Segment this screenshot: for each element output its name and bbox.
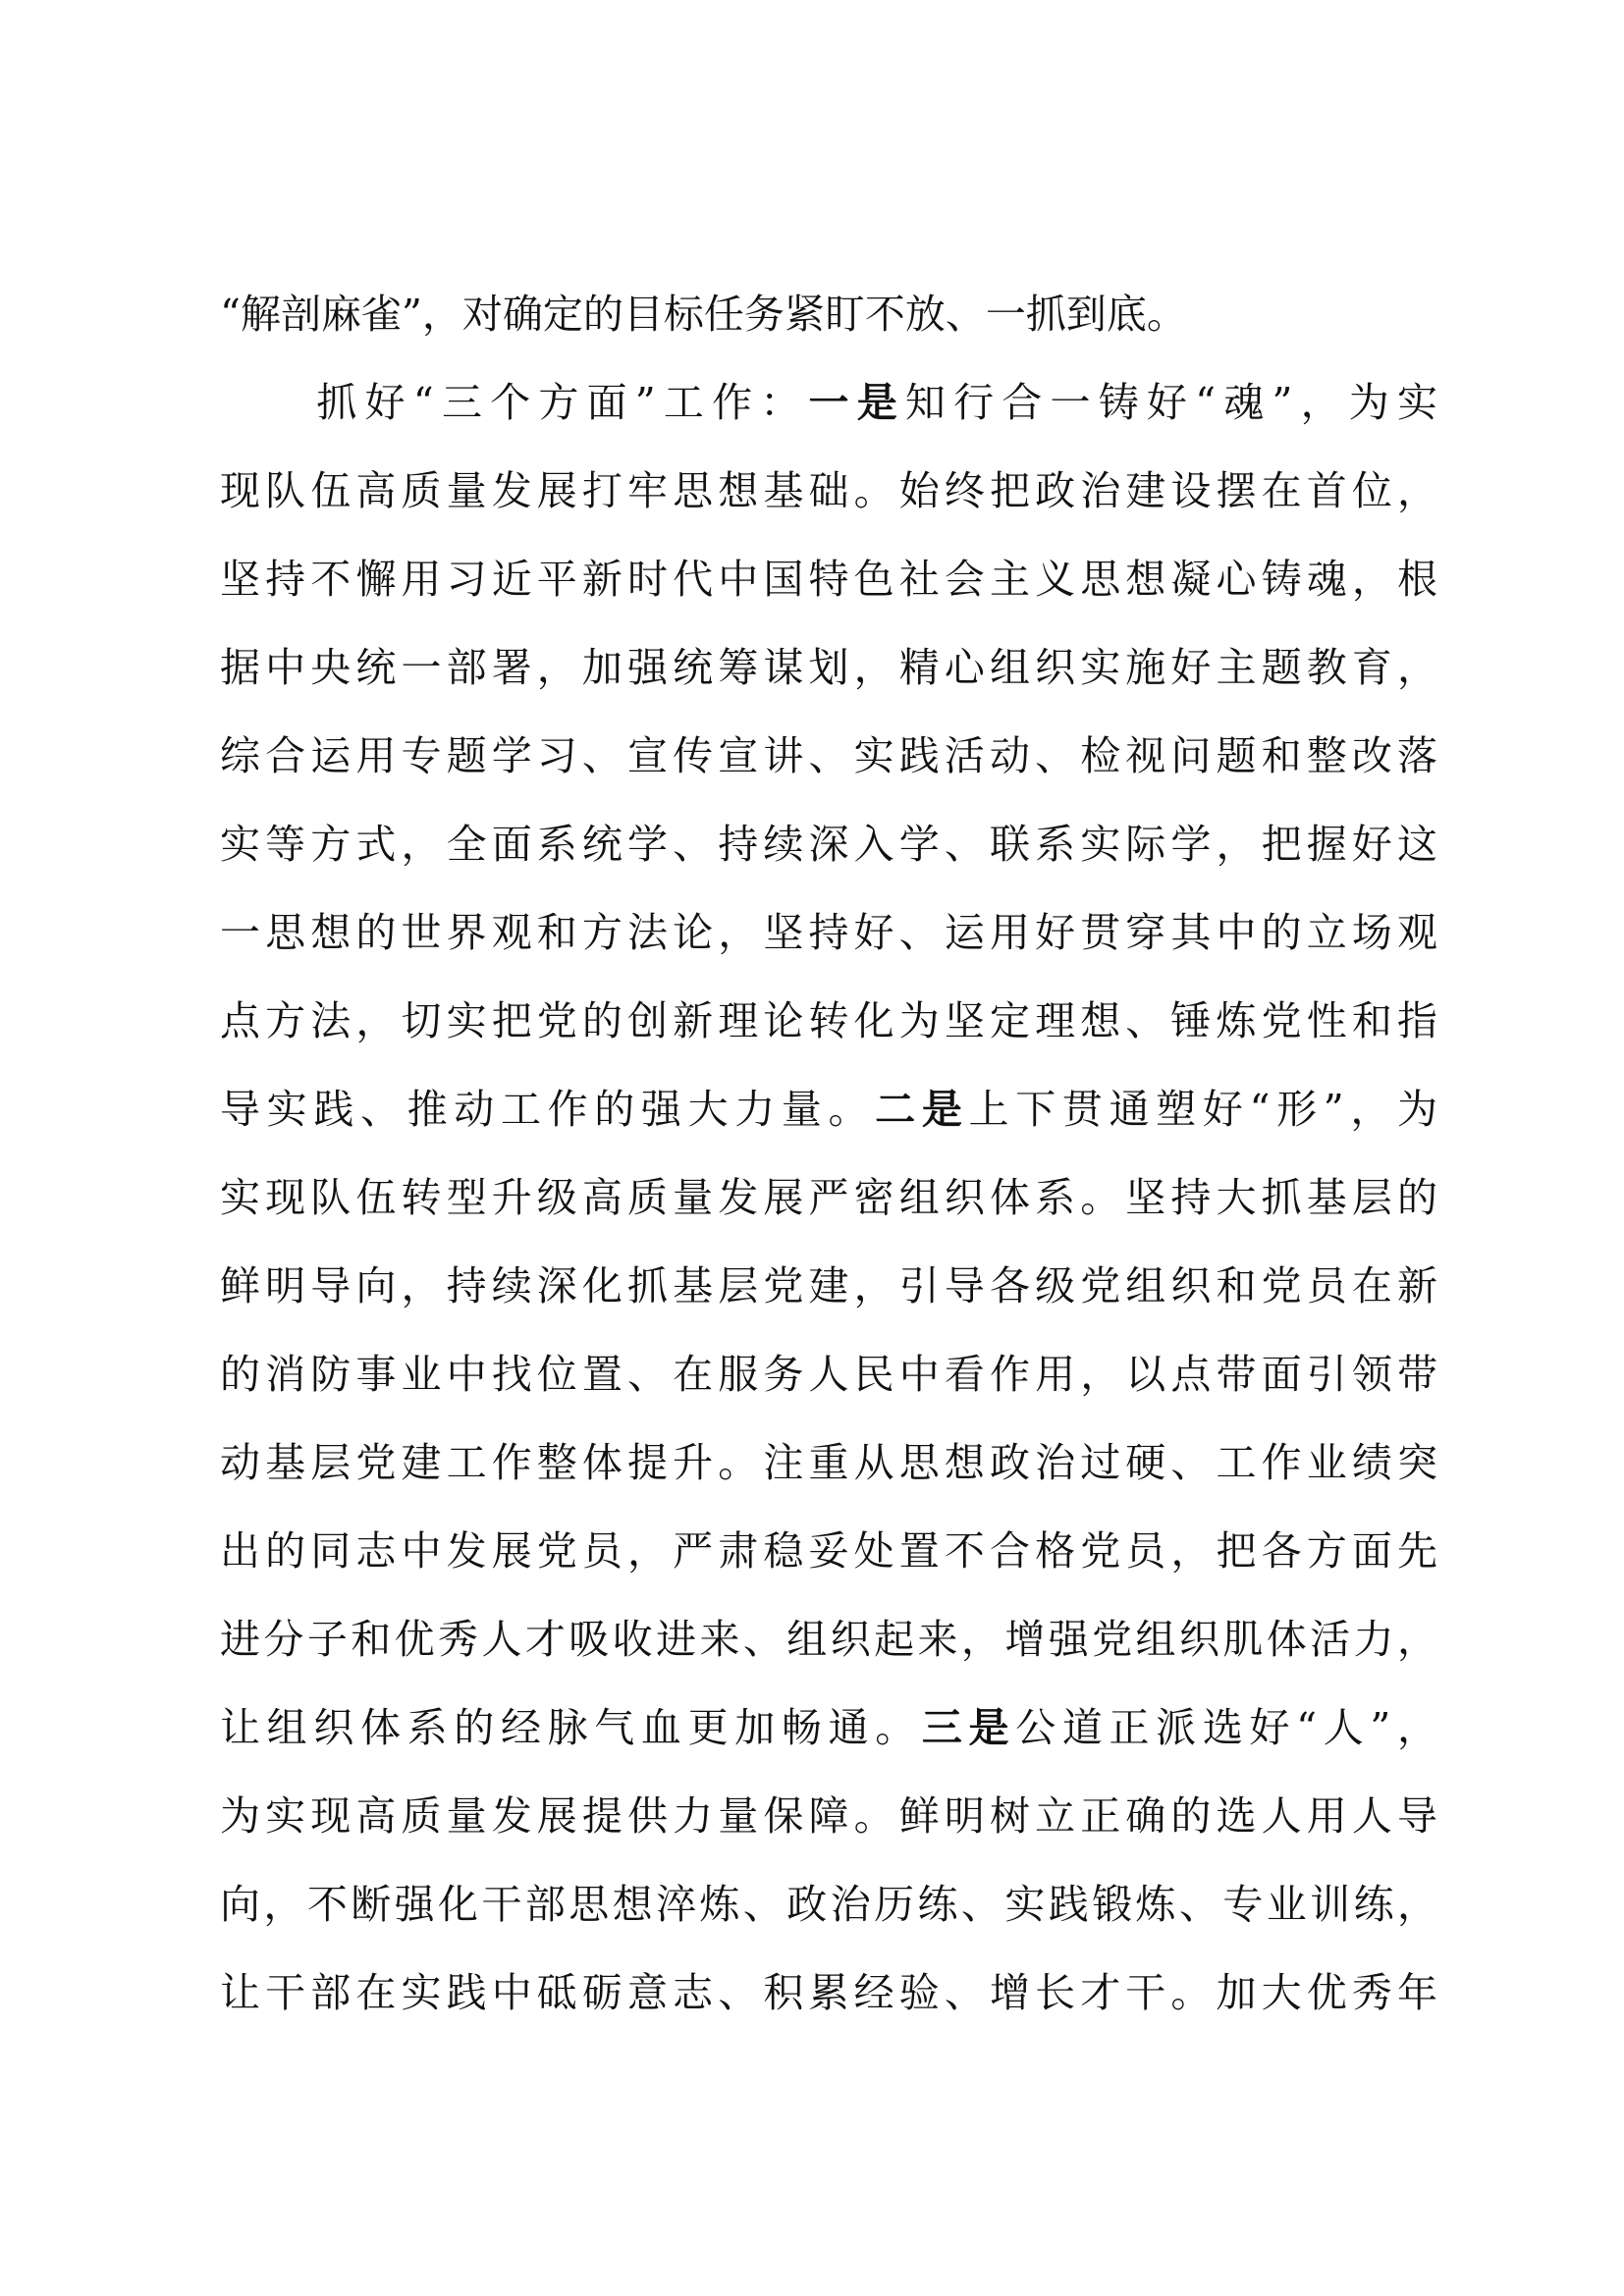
text-segment: 出的同志中发展党员，严肃稳妥处置不合格党员，把各方面先 [220, 1527, 1437, 1575]
text-line [220, 1787, 1437, 1845]
emphasis-text: 一是 [808, 379, 905, 426]
text-line [220, 1345, 1437, 1404]
text-segment: 让干部在实践中砥砺意志、积累经验、增长才干。加大优秀年 [220, 1969, 1437, 2016]
text-segment: 上下贯通塑好“形”，为 [968, 1086, 1438, 1133]
text-segment: 抓好“三个方面”工作： [220, 379, 809, 426]
text-line [220, 903, 1437, 962]
text-line [220, 1080, 1437, 1139]
text-line [220, 1610, 1437, 1669]
text-line [220, 1256, 1437, 1315]
text-line [220, 815, 1437, 874]
text-line [220, 1875, 1437, 1934]
text-segment: 现队伍高质量发展打牢思想基础。始终把政治建设摆在首位， [220, 467, 1437, 514]
text-segment: 实现队伍转型升级高质量发展严密组织体系。坚持大抓基层的 [220, 1174, 1437, 1221]
text-line [220, 1168, 1437, 1227]
text-segment: 坚持不懈用习近平新时代中国特色社会主义思想凝心铸魂，根 [220, 556, 1437, 603]
text-segment: 知行合一铸好“魂”，为实 [904, 379, 1438, 426]
text-segment: 为实现高质量发展提供力量保障。鲜明树立正确的选人用人导 [220, 1792, 1437, 1840]
text-segment: 公道正派选好“人”， [1015, 1704, 1438, 1751]
emphasis-text: 三是 [921, 1704, 1016, 1751]
text-line [220, 461, 1437, 520]
text-segment: 让组织体系的经脉气血更加畅通。 [220, 1704, 922, 1751]
text-segment: 向，不断强化干部思想淬炼、政治历练、实践锻炼、专业训练， [220, 1881, 1437, 1928]
text-segment: 据中央统一部署，加强统筹谋划，精心组织实施好主题教育， [220, 644, 1437, 691]
text-segment: 的消防事业中找位置、在服务人民中看作用，以点带面引领带 [220, 1351, 1437, 1398]
text-line [220, 726, 1437, 785]
text-segment: 综合运用专题学习、宣传宣讲、实践活动、检视问题和整改落 [220, 732, 1437, 779]
emphasis-text: 二是 [875, 1086, 969, 1133]
text-segment: “解剖麻雀”，对确定的目标任务紧盯不放、一抓到底。 [220, 291, 1187, 338]
text-segment: 一思想的世界观和方法论，坚持好、运用好贯穿其中的立场观 [220, 909, 1437, 956]
text-segment: 实等方式，全面系统学、持续深入学、联系实际学，把握好这 [220, 821, 1437, 868]
text-line [220, 638, 1437, 697]
text-segment: 动基层党建工作整体提升。注重从思想政治过硬、工作业绩突 [220, 1439, 1437, 1486]
text-segment: 点方法，切实把党的创新理论转化为坚定理想、锤炼党性和指 [220, 997, 1437, 1044]
text-line [220, 1433, 1437, 1492]
text-line [220, 285, 1437, 344]
text-line [220, 991, 1437, 1050]
text-line [220, 1698, 1437, 1757]
text-segment: 导实践、推动工作的强大力量。 [220, 1086, 876, 1133]
text-line [220, 1522, 1437, 1580]
text-segment: 进分子和优秀人才吸收进来、组织起来，增强党组织肌体活力， [220, 1616, 1437, 1663]
text-line [220, 373, 1437, 432]
text-line [220, 1963, 1437, 2022]
text-segment: 鲜明导向，持续深化抓基层党建，引导各级党组织和党员在新 [220, 1262, 1437, 1309]
text-line [220, 550, 1437, 609]
